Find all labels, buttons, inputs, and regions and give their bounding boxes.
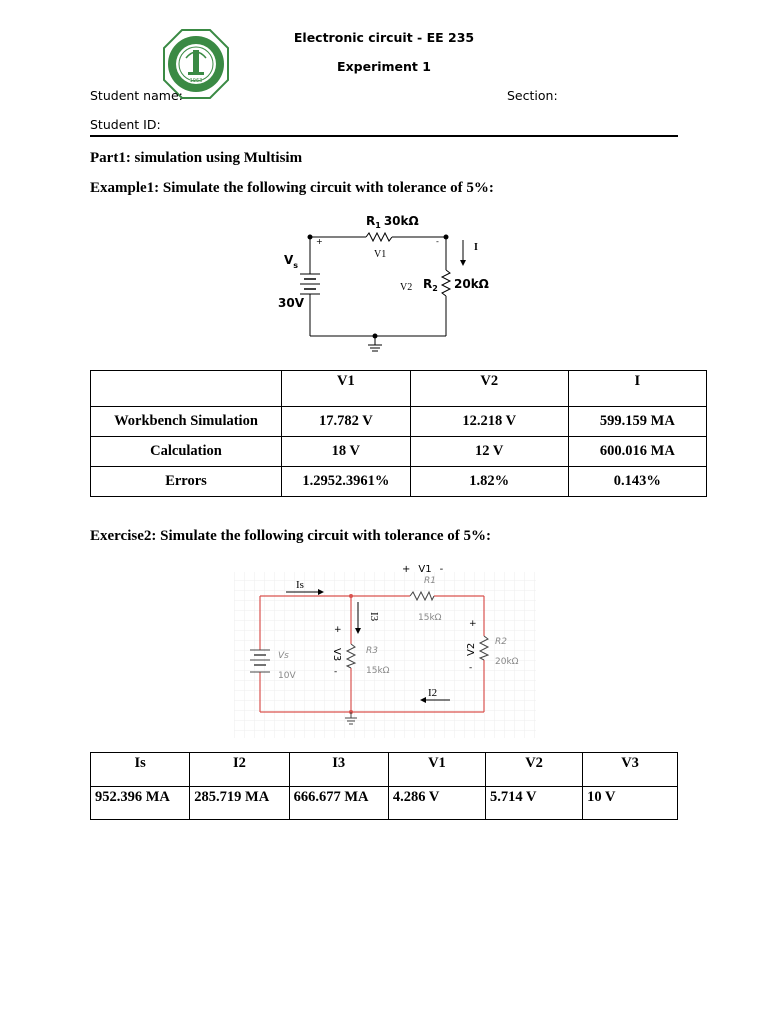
table-header-cell: V2 [410,371,568,407]
r1-label: R1 [424,576,436,586]
vs-value: 30V [278,296,304,310]
table-header-cell: V2 [486,753,583,787]
table-header-cell: I [568,371,706,407]
example1-title: Example1: Simulate the following circuit with tolerance of 5%: [90,180,494,196]
table-cell: Calculation [91,437,282,467]
v1-label: V1 [374,249,387,260]
table-cell: Errors [91,467,282,497]
table-cell: 600.016 MA [568,437,706,467]
i3-label: I3 [368,612,380,622]
v3-plus: + [334,625,342,635]
table-header-cell: Is [91,753,190,787]
table-row [91,437,707,467]
logo-year: 1963 [189,78,203,84]
v2-label: V2 [466,642,477,656]
header-divider [90,135,678,137]
v2-minus: - [469,663,473,673]
part1-title: Part1: simulation using Multisim [90,150,303,166]
r1-label: $R_1$ 30kΩ [366,214,419,230]
table-cell: 17.782 V [282,407,411,437]
r1-value: 15kΩ [418,613,442,623]
v2-label: V2 [400,282,413,293]
r2-value: 20kΩ [454,277,489,291]
v2-plus: + [469,619,477,629]
section-label: Section: [507,88,558,103]
table-header-cell: I2 [190,753,289,787]
current-label: I [474,242,478,253]
table-row [91,407,707,437]
table-cell: 599.159 MA [568,407,706,437]
table-cell: 10 V [583,787,678,820]
vs-label: Vs [278,651,289,661]
table-cell: 1.82% [410,467,568,497]
r3-label: R3 [366,646,378,656]
table-header-cell [91,371,282,407]
r2-value: 20kΩ [495,657,519,667]
course-title: Electronic circuit - EE 235 [293,30,475,45]
table-cell: 5.714 V [486,787,583,820]
example1-results-table [90,370,707,497]
table-cell: 0.143% [568,467,706,497]
table-cell: 4.286 V [388,787,485,820]
exercise2-results-table [90,752,678,820]
student-id-label: Student ID: [90,117,161,132]
table-header-cell: I3 [289,753,388,787]
table-header-cell: V1 [388,753,485,787]
table-cell: 952.396 MA [91,787,190,820]
table-cell: 12 V [410,437,568,467]
table-cell: 1.2952.3961% [282,467,411,497]
vs-value: 10V [278,671,296,681]
table-header-cell: V3 [583,753,678,787]
table-header-row [91,371,707,407]
table-cell: 12.218 V [410,407,568,437]
v1-top-label: + V1 - [402,564,444,575]
table-header-cell: V1 [282,371,411,407]
table-cell: 18 V [282,437,411,467]
v3-minus: - [334,667,338,677]
r2-label: R2 [495,637,507,647]
student-name-label: Student name: [90,88,183,103]
exercise2-title: Exercise2: Simulate the following circuit with tolerance of 5%: [90,528,492,544]
table-row [91,787,678,820]
example1-circuit [268,208,498,358]
table-header-row [91,753,678,787]
table-cell: 666.677 MA [289,787,388,820]
table-row [91,467,707,497]
i2-label: I2 [428,687,438,699]
r1-plus: + [316,237,323,246]
experiment-title: Experiment 1 [337,59,431,74]
table-cell: Workbench Simulation [91,407,282,437]
r2-label: $R_2$ [423,277,438,293]
v3-label: V3 [331,648,342,662]
table-cell: 285.719 MA [190,787,289,820]
is-label: Is [296,579,304,591]
r3-value: 15kΩ [366,666,390,676]
exercise2-circuit [234,560,536,738]
r1-minus: - [436,237,439,246]
vs-label: $V_s$ [284,253,299,270]
